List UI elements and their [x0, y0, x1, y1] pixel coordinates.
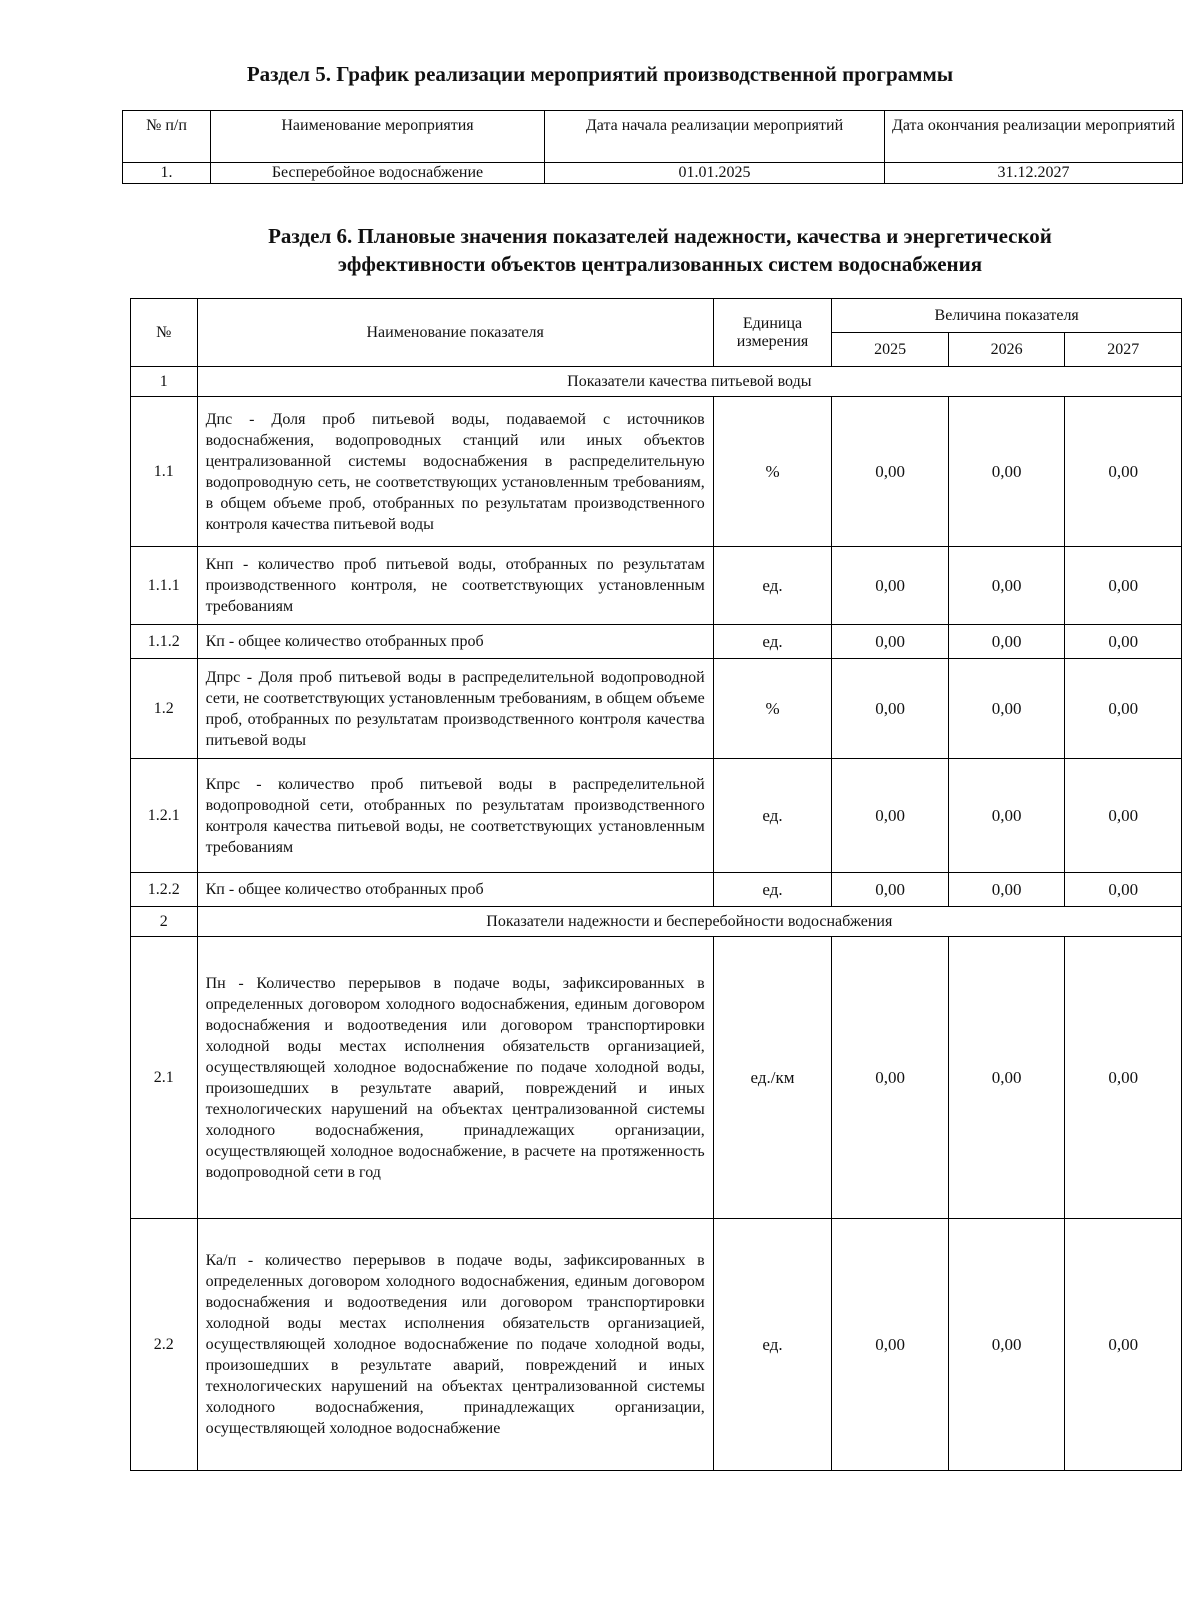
- indicator-unit: ед.: [713, 547, 832, 625]
- indicator-num: 1.1.1: [131, 547, 198, 625]
- indicator-value: 0,00: [1065, 547, 1182, 625]
- indicator-value: 0,00: [832, 547, 949, 625]
- indicator-unit: %: [713, 659, 832, 759]
- indicator-value: 0,00: [1065, 659, 1182, 759]
- indicator-num: 1.2.1: [131, 759, 198, 873]
- section6-table: [130, 298, 1182, 1471]
- indicator-value: 0,00: [1065, 397, 1182, 547]
- indicator-description: Кп - общее количество отобранных проб: [197, 625, 713, 659]
- indicator-description: Ка/п - количество перерывов в подаче воды, зафиксированных в определенных договором холодного водоснабжения, единым договором водоснабжения и водоотведения или договором транспортировки холодной воды местах исполнения обязательств организацией, осуществляющей холодное водоснабжение по подаче холодной воды, произошедших в результате аварий, повреждений и иных технологических нарушений на объектах централизованной системы холодного водоснабжения, принадлежащих организации, осуществляющей холодное водоснабжение: [197, 1219, 713, 1471]
- indicator-unit: ед./км: [713, 937, 832, 1219]
- indicator-unit: ед.: [713, 1219, 832, 1471]
- indicator-num: 2.1: [131, 937, 198, 1219]
- section5-table: [122, 110, 1183, 184]
- indicator-value: 0,00: [948, 937, 1065, 1219]
- s6-header-value: Величина показателя: [832, 299, 1182, 333]
- indicator-value: 0,00: [1065, 937, 1182, 1219]
- table-row: [131, 397, 1182, 547]
- section-row: [131, 907, 1182, 937]
- table-row: [131, 759, 1182, 873]
- s5-header-num: № п/п: [123, 111, 211, 163]
- s5-row-num: 1.: [123, 163, 211, 184]
- indicator-unit: ед.: [713, 873, 832, 907]
- table-row: [131, 659, 1182, 759]
- table-row: [123, 163, 1183, 184]
- s5-header-name: Наименование мероприятия: [211, 111, 545, 163]
- indicator-description: Пн - Количество перерывов в подаче воды, зафиксированных в определенных договором холодного водоснабжения, единым договором водоснабжения и водоотведения или договором транспортировки холодной воды местах исполнения обязательств организацией, осуществляющей холодное водоснабжение по подаче холодной воды, произошедших в результате аварий, повреждений и иных технологических нарушений на объектах централизованной системы холодного водоснабжения, принадлежащих организации, осуществляющей холодное водоснабжение, в расчете на протяженность водопроводной сети в год: [197, 937, 713, 1219]
- indicator-num: 1.2.2: [131, 873, 198, 907]
- s5-header-end: Дата окончания реализации мероприятий: [885, 111, 1183, 163]
- section6-title-line1: Раздел 6. Плановые значения показателей надежности, качества и энергетической: [268, 224, 1052, 248]
- s5-row-name: Бесперебойное водоснабжение: [211, 163, 545, 184]
- section5-title: Раздел 5. График реализации мероприятий производственной программы: [246, 62, 954, 86]
- indicator-value: 0,00: [948, 547, 1065, 625]
- s6-header-year: 2026: [948, 333, 1065, 367]
- indicator-value: 0,00: [832, 937, 949, 1219]
- indicator-value: 0,00: [948, 625, 1065, 659]
- indicator-value: 0,00: [948, 759, 1065, 873]
- indicator-value: 0,00: [1065, 873, 1182, 907]
- indicator-num: 1.1.2: [131, 625, 198, 659]
- indicator-num: 1.1: [131, 397, 198, 547]
- indicator-num: 1.2: [131, 659, 198, 759]
- indicator-value: 0,00: [832, 873, 949, 907]
- s6-header-year: 2025: [832, 333, 949, 367]
- indicator-unit: ед.: [713, 759, 832, 873]
- table-row: [131, 1219, 1182, 1471]
- table-row: [131, 937, 1182, 1219]
- group-num: 1: [131, 367, 198, 397]
- indicator-value: 0,00: [948, 1219, 1065, 1471]
- indicator-description: Дпрс - Доля проб питьевой воды в распределительной водопроводной сети, не соответствующих установленным требованиям, в общем объеме проб, отобранных по результатам производственного контроля качества питьевой воды: [197, 659, 713, 759]
- section6-title-line2: эффективности объектов централизованных систем водоснабжения: [337, 252, 983, 276]
- indicator-value: 0,00: [1065, 759, 1182, 873]
- indicator-unit: %: [713, 397, 832, 547]
- indicator-description: Кпрс - количество проб питьевой воды в распределительной водопроводной сети, отобранных по результатам производственного контроля качества питьевой воды, не соответствующих установленным требованиям: [197, 759, 713, 873]
- indicator-description: Кп - общее количество отобранных проб: [197, 873, 713, 907]
- s6-header-num: №: [131, 299, 198, 367]
- indicator-value: 0,00: [948, 873, 1065, 907]
- indicator-description: Кнп - количество проб питьевой воды, отобранных по результатам производственного контроля, не соответствующих установленным требованиям: [197, 547, 713, 625]
- indicator-unit: ед.: [713, 625, 832, 659]
- s6-header-unit: Единица измерения: [713, 299, 832, 367]
- indicator-value: 0,00: [832, 759, 949, 873]
- s5-row-end: 31.12.2027: [885, 163, 1183, 184]
- indicator-description: Дпс - Доля проб питьевой воды, подаваемой с источников водоснабжения, водопроводных станций или иных объектов централизованной системы водоснабжения в распределительную водопроводную сеть, не соответствующих установленным требованиям, в общем объеме проб, отобранных по результатам производственного контроля качества питьевой воды: [197, 397, 713, 547]
- s5-header-start: Дата начала реализации мероприятий: [545, 111, 885, 163]
- indicator-value: 0,00: [948, 659, 1065, 759]
- indicator-value: 0,00: [1065, 1219, 1182, 1471]
- s6-header-year: 2027: [1065, 333, 1182, 367]
- s5-row-start: 01.01.2025: [545, 163, 885, 184]
- indicator-value: 0,00: [1065, 625, 1182, 659]
- indicator-num: 2.2: [131, 1219, 198, 1471]
- table-row: [131, 625, 1182, 659]
- s6-header-name: Наименование показателя: [197, 299, 713, 367]
- indicator-value: 0,00: [948, 397, 1065, 547]
- table-row: [131, 547, 1182, 625]
- group-title: Показатели качества питьевой воды: [197, 367, 1181, 397]
- section-row: [131, 367, 1182, 397]
- indicator-value: 0,00: [832, 397, 949, 547]
- group-num: 2: [131, 907, 198, 937]
- indicator-value: 0,00: [832, 625, 949, 659]
- table-row: [131, 873, 1182, 907]
- indicator-value: 0,00: [832, 1219, 949, 1471]
- indicator-value: 0,00: [832, 659, 949, 759]
- group-title: Показатели надежности и бесперебойности водоснабжения: [197, 907, 1181, 937]
